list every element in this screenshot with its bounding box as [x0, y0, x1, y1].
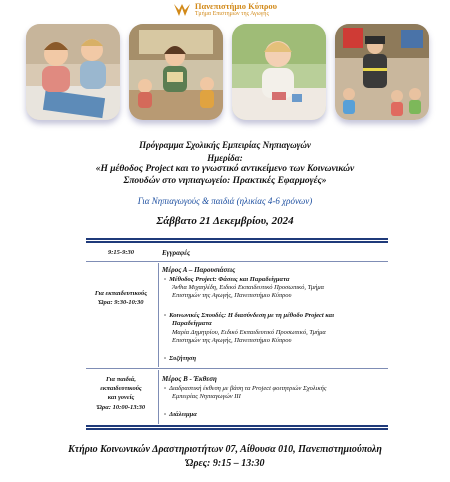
bottom-rule-2 [86, 428, 388, 430]
break-label: ▫ Διάλειμμα [164, 411, 197, 420]
university-name: Πανεπιστήμιο Κύπρου [194, 1, 278, 12]
event-date: Σάββατο 21 Δεκεμβρίου, 2024 [156, 215, 294, 227]
families-group-line-1: Για παιδιά, [105, 376, 137, 383]
part-b-title: Μέρος Β - Έκθεση [162, 375, 217, 383]
talk-2-title-line-1: ▫ Κοινωνικές Σπουδές: Η διασύνδεση με τη μέθοδο Project και [164, 312, 334, 321]
event-title-line-2: Σπουδών στο νηπιαγωγείο: Πρακτικές Εφαρμογές» [123, 176, 327, 186]
talk-1-speaker-line-2: Επιστημών της Αγωγής, Πανεπιστήμιο Κύπρου [172, 292, 292, 299]
talk-1-title: ▫ Μέθοδος Project: Φάσεις και Παραδείγματα [164, 276, 290, 285]
university-emblem-icon [173, 2, 191, 18]
venue: Κτήριο Κοινωνικών Δραστηριοτήτων 07, Αίθουσα 010, Πανεπιστημιούπολη [68, 444, 382, 455]
program-name: Πρόγραμμα Σχολικής Εμπειρίας Νηπιαγωγών [139, 140, 311, 150]
talk-2-speaker-line-1: Μαρία Δημητρίου, Ειδικό Εκπαιδευτικό Προσωπικό, Τμήμα [172, 329, 326, 336]
photo-children-playing [26, 24, 120, 120]
event-type: Ημερίδα: [207, 153, 243, 163]
photo-teacher-reading [129, 24, 223, 120]
exhibit-line-2: Εμπειρίας Νηπιαγωγών ΙΙΙ [172, 393, 241, 400]
families-group-line-2: εκπαιδευτικούς [100, 385, 142, 392]
teachers-group-line-1: Για εκπαιδευτικούς [94, 290, 148, 297]
divider-1 [86, 261, 388, 262]
column-divider-b [158, 370, 159, 424]
families-group-line-3: και γονείς [107, 394, 135, 401]
event-hours: Ώρες: 9:15 – 13:30 [185, 458, 265, 469]
talk-1-speaker-line-1: Άνθια Μιχαηλίδη, Ειδικό Εκπαιδευτικό Προσωπικό, Τμήμα [172, 284, 325, 291]
exhibit-line-1: ▫ Διαδραστική έκθεση με βάση τα Project φοιτητριών Σχολικής [164, 385, 327, 394]
photo-child-crafts [232, 24, 326, 120]
photo-strip [26, 24, 426, 124]
discussion-label: ▫ Συζήτηση [164, 355, 196, 364]
talk-2-title-line-2: Παραδείγματα [172, 320, 212, 327]
part-a-title: Μέρος Α – Παρουσιάσεις [162, 266, 236, 274]
talk-2-speaker-line-2: Επιστημών της Αγωγής, Πανεπιστήμιο Κύπρου [172, 337, 292, 344]
department-name: Τμήμα Επιστημών της Αγωγής [194, 11, 269, 18]
column-divider-a [158, 263, 159, 367]
top-rule [86, 238, 388, 240]
event-title-line-1: «Η μέθοδος Project και το γνωστικό αντικείμενο των Κοινωνικών [95, 164, 355, 174]
top-rule-2 [86, 241, 388, 243]
registration-time: 9:15-9:30 [108, 249, 134, 256]
teachers-group-line-2: Ώρα: 9:30-10:30 [98, 299, 144, 306]
families-group-line-4: Ώρα: 10:00-13:30 [96, 404, 146, 411]
divider-2 [86, 368, 388, 369]
bottom-rule [86, 425, 388, 427]
audience: Για Νηπιαγωγούς & παιδιά (ηλικίας 4-6 χρόνων) [137, 196, 313, 206]
registration-label: Εγγραφές [162, 249, 191, 257]
university-logo [0, 2, 450, 18]
photo-firefighter-visit [335, 24, 429, 120]
